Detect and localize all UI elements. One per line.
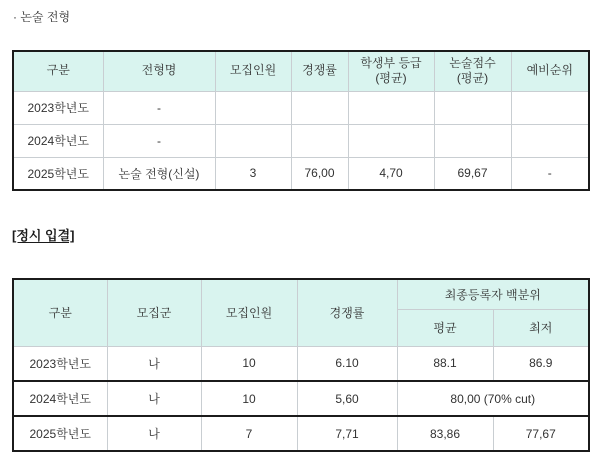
table-cell [434,124,511,157]
table-cell: 논술 전형(신설) [103,157,215,190]
table-cell: 4,70 [348,157,434,190]
essay-section-title: · 논술 전형 [13,10,71,24]
table-cell [511,124,589,157]
column-header: 학생부 등급 (평균) [348,51,434,91]
table-cell: 2023학년도 [13,91,103,124]
table-cell: 2025학년도 [13,157,103,190]
table-cell [215,91,291,124]
table-cell [348,91,434,124]
table-cell: 83,86 [397,416,493,451]
table-cell: 나 [107,346,201,381]
table-cell: 69,67 [434,157,511,190]
column-header: 경쟁률 [297,279,397,346]
jungsi-table-header-row-top [13,279,589,309]
table-cell [215,124,291,157]
table-cell [348,124,434,157]
table-cell: 나 [107,416,201,451]
table-cell: 5,60 [297,381,397,416]
table-cell: 2024학년도 [13,381,107,416]
table-cell: 2024학년도 [13,124,103,157]
column-subheader: 최저 [493,309,589,346]
table-cell: - [103,91,215,124]
column-subheader: 평균 [397,309,493,346]
column-header: 구분 [13,51,103,91]
table-cell: 77,67 [493,416,589,451]
column-header: 모집군 [107,279,201,346]
table-cell: 2025학년도 [13,416,107,451]
table-cell [291,91,348,124]
column-header: 예비순위 [511,51,589,91]
table-cell: 나 [107,381,201,416]
table-cell: - [511,157,589,190]
table-cell: 7,71 [297,416,397,451]
table-row [13,124,589,157]
column-header: 전형명 [103,51,215,91]
table-row [13,346,589,381]
column-header: 논술점수 (평균) [434,51,511,91]
column-header: 모집인원 [215,51,291,91]
column-header: 모집인원 [201,279,297,346]
essay-admission-table [12,50,590,191]
table-cell: 2023학년도 [13,346,107,381]
table-cell: 10 [201,381,297,416]
table-cell: 86.9 [493,346,589,381]
table-row [13,157,589,190]
column-header: 경쟁률 [291,51,348,91]
table-cell: 10 [201,346,297,381]
essay-table-header-row [13,51,589,91]
table-cell: 3 [215,157,291,190]
table-cell-merged: 80,00 (70% cut) [397,381,589,416]
table-cell [291,124,348,157]
column-header: 구분 [13,279,107,346]
table-cell [511,91,589,124]
table-row [13,91,589,124]
table-cell [434,91,511,124]
table-cell: 7 [201,416,297,451]
jungsi-results-table [12,278,590,452]
table-cell: 76,00 [291,157,348,190]
table-cell: 88.1 [397,346,493,381]
jungsi-section-title: [정시 입결] [12,228,75,243]
table-row [13,416,589,451]
table-cell: 6.10 [297,346,397,381]
column-header-group: 최종등록자 백분위 [397,279,589,309]
table-row [13,381,589,416]
table-cell: - [103,124,215,157]
